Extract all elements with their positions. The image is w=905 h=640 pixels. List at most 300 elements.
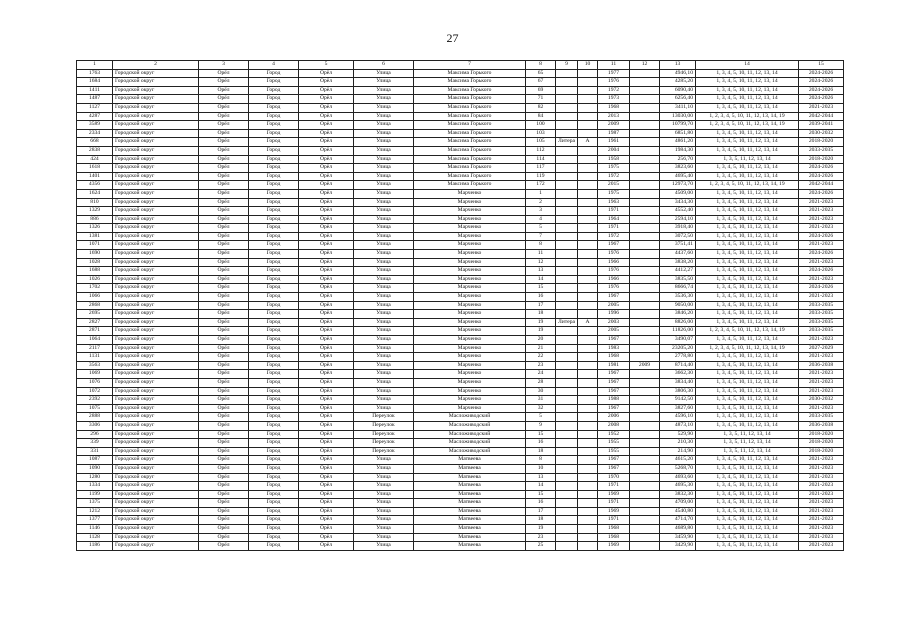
table-cell-col-6: Улица (354, 336, 414, 345)
table-cell-col-14: 1, 3, 4, 5, 10, 11, 12, 13, 14 (696, 78, 799, 87)
table-cell-col-1: 2827 (77, 318, 113, 327)
table-cell-col-14: 1, 3, 4, 5, 10, 11, 12, 13, 14 (696, 241, 799, 250)
table-cell-col-12 (630, 473, 660, 482)
table-cell-col-10 (578, 413, 598, 422)
table-row (77, 112, 844, 121)
table-cell-col-9 (556, 482, 578, 491)
table-cell-col-9 (556, 490, 578, 499)
table-cell-col-13: 3838,20 (660, 258, 696, 267)
table-cell-col-1: 1028 (77, 258, 113, 267)
housing-register-table (76, 60, 844, 551)
table-cell-col-7: Матвеева (414, 456, 526, 465)
table-cell-col-2: Городской округ (113, 310, 199, 319)
table-cell-col-7: Масложиводский (414, 413, 526, 422)
table-cell-col-11: 1983 (598, 344, 630, 353)
table-cell-col-2: Городской округ (113, 181, 199, 190)
table-cell-col-11: 1981 (598, 361, 630, 370)
table-cell-col-1: 1763 (77, 69, 113, 78)
table-cell-col-4: Город (249, 69, 299, 78)
table-cell-col-12 (630, 301, 660, 310)
table-cell-col-1: 2871 (77, 327, 113, 336)
table-cell-col-10 (578, 336, 598, 345)
table-cell-col-11: 1967 (598, 241, 630, 250)
table-cell-col-15: 2021-2023 (799, 353, 844, 362)
table-cell-col-1: 668 (77, 138, 113, 147)
table-cell-col-10 (578, 258, 598, 267)
table-row (77, 525, 844, 534)
table-cell-col-5: Орёл (299, 310, 354, 319)
table-cell-col-6: Улица (354, 464, 414, 473)
table-cell-col-14: 1, 3, 4, 5, 10, 11, 12, 13, 14 (696, 258, 799, 267)
table-row (77, 327, 844, 336)
table-cell-col-7: Марченко (414, 353, 526, 362)
column-header-6: 6 (354, 61, 414, 70)
table-cell-col-5: Орёл (299, 447, 354, 456)
table-cell-col-12 (630, 413, 660, 422)
table-cell-col-1: 1090 (77, 464, 113, 473)
table-cell-col-1: 1377 (77, 516, 113, 525)
table-cell-col-5: Орёл (299, 146, 354, 155)
table-cell-col-3: Орёл (199, 533, 249, 542)
table-cell-col-1: 1127 (77, 103, 113, 112)
table-cell-col-6: Улица (354, 344, 414, 353)
table-cell-col-11: 1967 (598, 387, 630, 396)
table-row (77, 344, 844, 353)
table-cell-col-7: Марченко (414, 232, 526, 241)
table-cell-col-10 (578, 250, 598, 259)
table-row (77, 293, 844, 302)
table-cell-col-4: Город (249, 103, 299, 112)
table-cell-col-4: Город (249, 224, 299, 233)
table-cell-col-15: 2021-2023 (799, 507, 844, 516)
table-cell-col-14: 1, 3, 4, 5, 10, 11, 12, 13, 14 (696, 499, 799, 508)
table-cell-col-7: Матвеева (414, 482, 526, 491)
table-cell-col-12 (630, 284, 660, 293)
table-cell-col-12 (630, 464, 660, 473)
table-cell-col-6: Улица (354, 353, 414, 362)
table-cell-col-8: 172 (526, 181, 556, 190)
column-header-9: 9 (556, 61, 578, 70)
table-cell-col-10 (578, 310, 598, 319)
table-cell-col-9 (556, 86, 578, 95)
table-cell-col-5: Орёл (299, 129, 354, 138)
table-cell-col-14: 1, 3, 4, 5, 10, 11, 12, 13, 14 (696, 293, 799, 302)
table-cell-col-9 (556, 258, 578, 267)
table-cell-col-11: 1970 (598, 473, 630, 482)
table-cell-col-2: Городской округ (113, 336, 199, 345)
table-cell-col-13: 4695,30 (660, 482, 696, 491)
table-cell-col-13: 6090,40 (660, 86, 696, 95)
table-cell-col-1: 1684 (77, 78, 113, 87)
table-cell-col-10: А (578, 318, 598, 327)
table-row (77, 413, 844, 422)
table-cell-col-3: Орёл (199, 327, 249, 336)
table-cell-col-12 (630, 112, 660, 121)
table-cell-col-1: 1329 (77, 207, 113, 216)
table-cell-col-4: Город (249, 293, 299, 302)
table-cell-col-3: Орёл (199, 421, 249, 430)
table-cell-col-14: 1, 3, 5, 11, 12, 13, 14 (696, 430, 799, 439)
table-cell-col-9 (556, 241, 578, 250)
table-cell-col-7: Максима Горького (414, 121, 526, 130)
column-header-12: 12 (630, 61, 660, 70)
table-cell-col-7: Максима Горького (414, 95, 526, 104)
table-row (77, 207, 844, 216)
table-cell-col-12 (630, 516, 660, 525)
table-cell-col-10 (578, 164, 598, 173)
table-cell-col-3: Орёл (199, 121, 249, 130)
table-cell-col-14: 1, 2, 3, 4, 5, 10, 11, 12, 13, 14, 19 (696, 112, 799, 121)
table-cell-col-4: Город (249, 482, 299, 491)
table-cell-col-4: Город (249, 181, 299, 190)
table-cell-col-3: Орёл (199, 86, 249, 95)
table-cell-col-4: Город (249, 336, 299, 345)
table-cell-col-13: 4596,10 (660, 413, 696, 422)
table-cell-col-6: Улица (354, 387, 414, 396)
table-cell-col-15: 2021-2023 (799, 387, 844, 396)
column-header-8: 8 (526, 61, 556, 70)
table-cell-col-11: 1964 (598, 215, 630, 224)
table-cell-col-1: 1071 (77, 241, 113, 250)
table-cell-col-4: Город (249, 232, 299, 241)
table-cell-col-2: Городской округ (113, 301, 199, 310)
table-cell-col-9 (556, 336, 578, 345)
table-cell-col-14: 1, 2, 3, 4, 5, 10, 11, 12, 13, 14, 19 (696, 327, 799, 336)
table-cell-col-11: 1967 (598, 370, 630, 379)
table-row (77, 275, 844, 284)
table-cell-col-3: Орёл (199, 336, 249, 345)
table-row (77, 103, 844, 112)
table-cell-col-13: 256,70 (660, 155, 696, 164)
table-cell-col-1: 1280 (77, 473, 113, 482)
table-cell-col-4: Город (249, 129, 299, 138)
table-cell-col-7: Марченко (414, 293, 526, 302)
table-cell-col-9 (556, 464, 578, 473)
table-row (77, 396, 844, 405)
table-cell-col-2: Городской округ (113, 370, 199, 379)
table-cell-col-4: Город (249, 86, 299, 95)
table-cell-col-13: 4693,60 (660, 473, 696, 482)
column-number-row (77, 61, 844, 70)
column-header-13: 13 (660, 61, 696, 70)
table-cell-col-13: 10799,70 (660, 121, 696, 130)
table-cell-col-8: 3 (526, 207, 556, 216)
table-cell-col-11: 1987 (598, 129, 630, 138)
table-cell-col-7: Матвеева (414, 464, 526, 473)
table-cell-col-3: Орёл (199, 542, 249, 551)
table-row (77, 404, 844, 413)
table-cell-col-9 (556, 250, 578, 259)
table-cell-col-14: 1, 3, 4, 5, 10, 11, 12, 13, 14 (696, 387, 799, 396)
table-cell-col-15: 2030-2032 (799, 129, 844, 138)
table-cell-col-14: 1, 3, 4, 5, 10, 11, 12, 13, 14 (696, 198, 799, 207)
table-cell-col-5: Орёл (299, 207, 354, 216)
table-cell-col-14: 1, 3, 4, 5, 10, 11, 12, 13, 14 (696, 250, 799, 259)
table-cell-col-4: Город (249, 542, 299, 551)
table-cell-col-7: Максима Горького (414, 146, 526, 155)
table-cell-col-14: 1, 3, 4, 5, 10, 11, 12, 13, 14 (696, 69, 799, 78)
table-cell-col-5: Орёл (299, 258, 354, 267)
table-cell-col-12 (630, 78, 660, 87)
table-cell-col-10 (578, 198, 598, 207)
table-cell-col-12 (630, 215, 660, 224)
table-row (77, 387, 844, 396)
table-cell-col-15: 2033-2035 (799, 301, 844, 310)
table-cell-col-7: Марченко (414, 396, 526, 405)
table-cell-col-12 (630, 129, 660, 138)
table-cell-col-11: 1967 (598, 293, 630, 302)
table-cell-col-8: 13 (526, 267, 556, 276)
table-cell-col-15: 2021-2023 (799, 336, 844, 345)
table-cell-col-9 (556, 413, 578, 422)
table-row (77, 86, 844, 95)
table-cell-col-1: 1702 (77, 284, 113, 293)
table-cell-col-2: Городской округ (113, 361, 199, 370)
table-cell-col-14: 1, 3, 4, 5, 10, 11, 12, 13, 14 (696, 336, 799, 345)
table-row (77, 361, 844, 370)
table-cell-col-14: 1, 3, 5, 11, 12, 13, 14 (696, 447, 799, 456)
column-header-5: 5 (299, 61, 354, 70)
table-cell-col-9 (556, 344, 578, 353)
table-cell-col-4: Город (249, 318, 299, 327)
table-cell-col-5: Орёл (299, 155, 354, 164)
table-cell-col-11: 1972 (598, 172, 630, 181)
table-cell-col-12 (630, 267, 660, 276)
table-cell-col-14: 1, 3, 4, 5, 10, 11, 12, 13, 14 (696, 542, 799, 551)
table-cell-col-11: 1973 (598, 95, 630, 104)
table-cell-col-8: 114 (526, 155, 556, 164)
table-cell-col-3: Орёл (199, 103, 249, 112)
table-cell-col-5: Орёл (299, 198, 354, 207)
table-cell-col-5: Орёл (299, 421, 354, 430)
table-cell-col-10 (578, 146, 598, 155)
table-cell-col-11: 2005 (598, 327, 630, 336)
table-cell-col-3: Орёл (199, 473, 249, 482)
table-cell-col-4: Город (249, 499, 299, 508)
table-cell-col-11: 1958 (598, 155, 630, 164)
table-cell-col-9 (556, 112, 578, 121)
table-cell-col-8: 84 (526, 112, 556, 121)
table-cell-col-7: Марченко (414, 370, 526, 379)
table-cell-col-6: Улица (354, 164, 414, 173)
table-cell-col-10 (578, 490, 598, 499)
table-cell-col-14: 1, 3, 4, 5, 10, 11, 12, 13, 14 (696, 413, 799, 422)
table-cell-col-14: 1, 3, 4, 5, 10, 11, 12, 13, 14 (696, 516, 799, 525)
table-cell-col-3: Орёл (199, 464, 249, 473)
table-cell-col-8: 9 (526, 421, 556, 430)
table-cell-col-6: Улица (354, 482, 414, 491)
table-cell-col-8: 119 (526, 172, 556, 181)
table-cell-col-7: Максима Горького (414, 172, 526, 181)
table-cell-col-12 (630, 155, 660, 164)
table-cell-col-9 (556, 430, 578, 439)
table-cell-col-6: Улица (354, 516, 414, 525)
table-cell-col-4: Город (249, 138, 299, 147)
table-cell-col-8: 117 (526, 164, 556, 173)
table-cell-col-8: 23 (526, 361, 556, 370)
table-cell-col-9: Литера (556, 138, 578, 147)
table-cell-col-12 (630, 86, 660, 95)
table-cell-col-1: 1069 (77, 370, 113, 379)
table-cell-col-2: Городской округ (113, 421, 199, 430)
table-cell-col-4: Город (249, 241, 299, 250)
table-cell-col-3: Орёл (199, 164, 249, 173)
table-cell-col-1: 1075 (77, 404, 113, 413)
table-cell-col-3: Орёл (199, 207, 249, 216)
column-header-1: 1 (77, 61, 113, 70)
table-cell-col-6: Улица (354, 404, 414, 413)
table-cell-col-12 (630, 293, 660, 302)
table-cell-col-8: 67 (526, 78, 556, 87)
table-cell-col-14: 1, 3, 4, 5, 10, 11, 12, 13, 14 (696, 482, 799, 491)
table-cell-col-12 (630, 241, 660, 250)
table-cell-col-2: Городской округ (113, 258, 199, 267)
table-cell-col-11: 1972 (598, 86, 630, 95)
table-cell-col-15: 2018-2020 (799, 430, 844, 439)
table-cell-col-3: Орёл (199, 507, 249, 516)
table-cell-col-14: 1, 2, 3, 4, 5, 10, 11, 12, 13, 14, 19 (696, 181, 799, 190)
table-cell-col-13: 8714,40 (660, 361, 696, 370)
table-cell-col-10 (578, 482, 598, 491)
table-cell-col-9 (556, 525, 578, 534)
column-header-7: 7 (414, 61, 526, 70)
table-cell-col-10 (578, 78, 598, 87)
table-cell-col-15: 2024-2026 (799, 86, 844, 95)
table-cell-col-13: 3072,50 (660, 232, 696, 241)
table-cell-col-6: Улица (354, 224, 414, 233)
column-header-11: 11 (598, 61, 630, 70)
table-cell-col-13: 4714,70 (660, 516, 696, 525)
table-cell-col-8: 1 (526, 189, 556, 198)
table-cell-col-7: Марченко (414, 189, 526, 198)
table-cell-col-15: 2021-2023 (799, 275, 844, 284)
table-cell-col-14: 1, 3, 5, 11, 12, 13, 14 (696, 155, 799, 164)
table-cell-col-7: Марченко (414, 378, 526, 387)
table-cell-col-1: 2888 (77, 413, 113, 422)
table-cell-col-6: Улица (354, 250, 414, 259)
table-cell-col-13: 5268,70 (660, 464, 696, 473)
table-cell-col-3: Орёл (199, 78, 249, 87)
table-cell-col-11: 1968 (598, 525, 630, 534)
table-cell-col-5: Орёл (299, 516, 354, 525)
table-cell-col-4: Город (249, 301, 299, 310)
table-cell-col-14: 1, 3, 4, 5, 10, 11, 12, 13, 14 (696, 473, 799, 482)
table-cell-col-5: Орёл (299, 456, 354, 465)
table-cell-col-4: Город (249, 533, 299, 542)
table-cell-col-9 (556, 232, 578, 241)
table-cell-col-3: Орёл (199, 344, 249, 353)
table-cell-col-7: Марченко (414, 275, 526, 284)
table-cell-col-11: 1967 (598, 336, 630, 345)
table-cell-col-6: Улица (354, 181, 414, 190)
table-cell-col-11: 1971 (598, 207, 630, 216)
table-cell-col-14: 1, 3, 4, 5, 10, 11, 12, 13, 14 (696, 284, 799, 293)
column-header-14: 14 (696, 61, 799, 70)
table-cell-col-4: Город (249, 396, 299, 405)
table-cell-col-9 (556, 421, 578, 430)
table-cell-col-9 (556, 542, 578, 551)
table-cell-col-8: 103 (526, 129, 556, 138)
table-cell-col-5: Орёл (299, 473, 354, 482)
table-cell-col-9 (556, 164, 578, 173)
table-cell-col-14: 1, 3, 4, 5, 10, 11, 12, 13, 14 (696, 129, 799, 138)
table-cell-col-11: 2003 (598, 318, 630, 327)
table-cell-col-7: Марченко (414, 267, 526, 276)
table-cell-col-5: Орёл (299, 181, 354, 190)
table-cell-col-14: 1, 3, 4, 5, 10, 11, 12, 13, 14 (696, 421, 799, 430)
table-cell-col-13: 8826,00 (660, 318, 696, 327)
table-cell-col-6: Переулок (354, 439, 414, 448)
table-cell-col-10 (578, 387, 598, 396)
table-cell-col-14: 1, 3, 4, 5, 10, 11, 12, 13, 14 (696, 164, 799, 173)
table-cell-col-11: 1969 (598, 490, 630, 499)
table-cell-col-6: Улица (354, 112, 414, 121)
table-cell-col-7: Максима Горького (414, 155, 526, 164)
table-cell-col-6: Улица (354, 86, 414, 95)
table-cell-col-15: 2018-2020 (799, 439, 844, 448)
table-cell-col-4: Город (249, 516, 299, 525)
table-cell-col-14: 1, 3, 4, 5, 10, 11, 12, 13, 14 (696, 189, 799, 198)
table-cell-col-10 (578, 439, 598, 448)
table-cell-col-5: Орёл (299, 542, 354, 551)
table-cell-col-9 (556, 129, 578, 138)
table-cell-col-7: Марченко (414, 387, 526, 396)
table-cell-col-12 (630, 430, 660, 439)
table-cell-col-15: 2021-2023 (799, 370, 844, 379)
table-cell-col-7: Максима Горького (414, 164, 526, 173)
table-cell-col-3: Орёл (199, 318, 249, 327)
table-cell-col-12 (630, 507, 660, 516)
table-cell-col-12 (630, 172, 660, 181)
table-cell-col-11: 1972 (598, 232, 630, 241)
table-cell-col-2: Городской округ (113, 396, 199, 405)
table-cell-col-15: 2021-2023 (799, 215, 844, 224)
table-cell-col-6: Улица (354, 275, 414, 284)
table-cell-col-1: 1624 (77, 189, 113, 198)
table-cell-col-14: 1, 3, 4, 5, 10, 11, 12, 13, 14 (696, 370, 799, 379)
table-cell-col-15: 2021-2023 (799, 499, 844, 508)
table-cell-col-11: 1971 (598, 499, 630, 508)
table-row (77, 129, 844, 138)
table-cell-col-13: 3832,30 (660, 490, 696, 499)
table-cell-col-3: Орёл (199, 224, 249, 233)
table-cell-col-1: 3563 (77, 361, 113, 370)
table-cell-col-1: 1128 (77, 533, 113, 542)
table-cell-col-12 (630, 138, 660, 147)
table-cell-col-4: Город (249, 430, 299, 439)
table-cell-col-15: 2033-2035 (799, 310, 844, 319)
table-cell-col-5: Орёл (299, 164, 354, 173)
table-row (77, 78, 844, 87)
table-cell-col-15: 2024-2026 (799, 172, 844, 181)
table-cell-col-5: Орёл (299, 189, 354, 198)
table-cell-col-13: 11826,00 (660, 327, 696, 336)
table-row (77, 258, 844, 267)
table-cell-col-9 (556, 439, 578, 448)
table-cell-col-12 (630, 378, 660, 387)
table-cell-col-1: 3589 (77, 121, 113, 130)
table-cell-col-2: Городской округ (113, 378, 199, 387)
table-cell-col-7: Максима Горького (414, 69, 526, 78)
table-cell-col-7: Марченко (414, 241, 526, 250)
table-cell-col-1: 1334 (77, 482, 113, 491)
table-cell-col-1: 1401 (77, 172, 113, 181)
table-cell-col-5: Орёл (299, 241, 354, 250)
table-cell-col-12 (630, 542, 660, 551)
table-cell-col-4: Город (249, 439, 299, 448)
table-cell-col-8: 82 (526, 103, 556, 112)
table-cell-col-5: Орёл (299, 413, 354, 422)
